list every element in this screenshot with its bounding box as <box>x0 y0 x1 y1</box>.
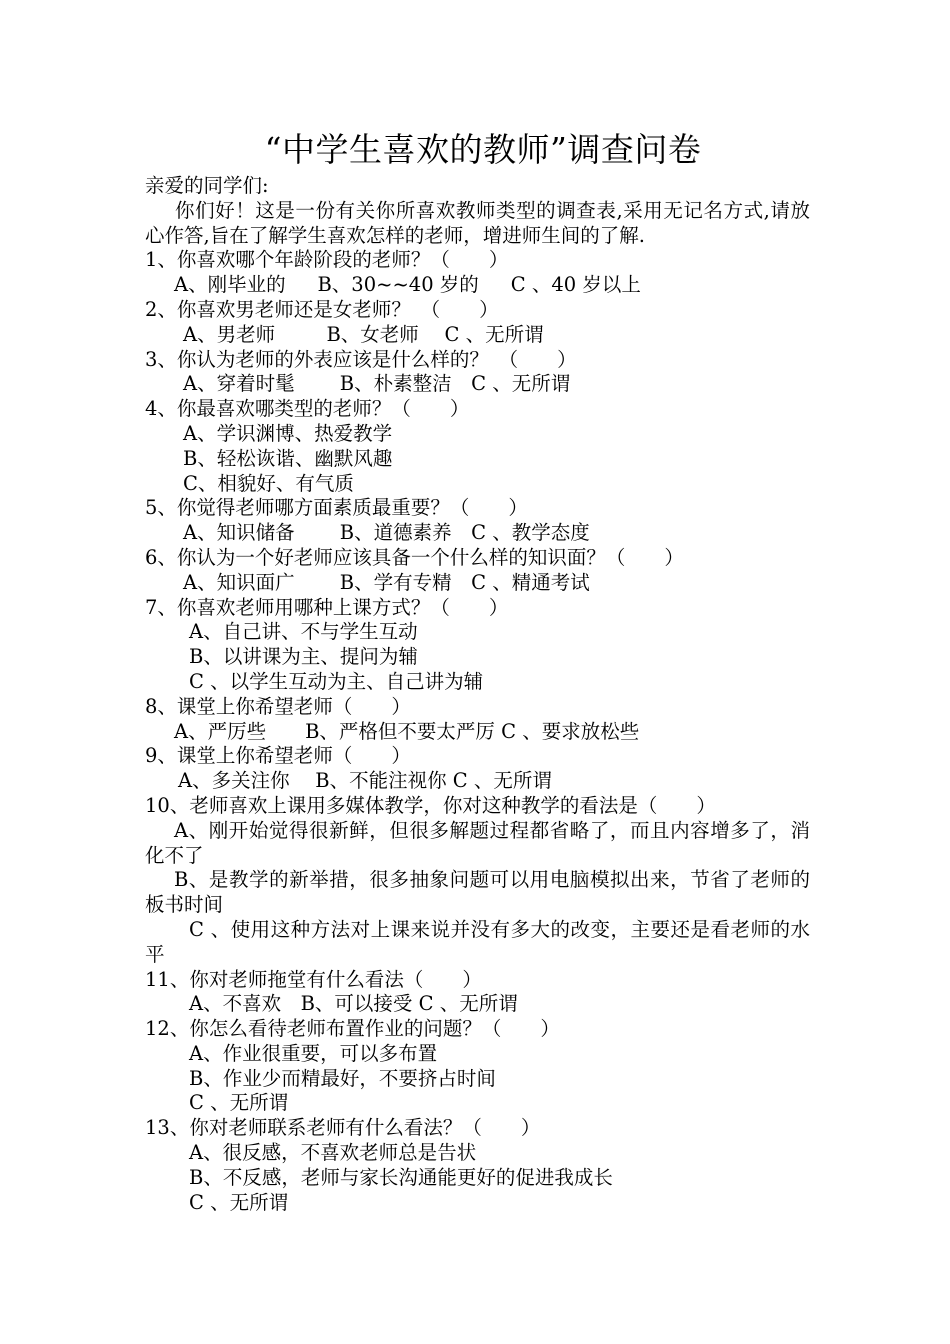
question-9-options: A、多关注你 B、不能注视你 C 、无所谓 <box>178 769 552 793</box>
question-5-options: A、知识储备 B、道德素养 C 、教学态度 <box>183 521 590 545</box>
question-2-options: A、男老师 B、女老师 C 、无所谓 <box>183 322 544 346</box>
greeting: 亲爱的同学们: <box>145 174 269 197</box>
question-13: 13、你对老师联系老师有什么看法？（ ） <box>145 1116 541 1140</box>
question-7-option-b: B、以讲课为主、提问为辅 <box>189 645 418 669</box>
question-4: 4、你最喜欢哪类型的老师？（ ） <box>145 397 470 421</box>
question-4-option-a: A、学识渊博、热爱教学 <box>183 421 393 445</box>
question-6: 6、你认为一个好老师应该具备一个什么样的知识面？（ ） <box>145 545 684 569</box>
question-3-options: A、穿着时髦 B、朴素整洁 C 、无所谓 <box>183 372 571 396</box>
document-title: “中学生喜欢的教师”调查问卷 <box>264 130 702 169</box>
question-12-option-b: B、作业少而精最好，不要挤占时间 <box>189 1066 496 1090</box>
question-6-options: A、知识面广 B、学有专精 C 、精通考试 <box>183 570 590 594</box>
question-10: 10、老师喜欢上课用多媒体教学，你对这种教学的看法是（ ） <box>145 793 716 817</box>
question-10-option-a: A、刚开始觉得很新鲜，但很多解题过程都省略了，而且内容增多了，消化不了 <box>145 818 810 867</box>
question-1-options: A、刚毕业的 B、30~~40 岁的 C 、40 岁以上 <box>174 273 641 297</box>
question-7-option-a: A、自己讲、不与学生互动 <box>189 620 418 644</box>
question-2: 2、你喜欢男老师还是女老师？ （ ） <box>145 297 499 321</box>
question-10-option-b: B、是教学的新举措，很多抽象问题可以用电脑模拟出来，节省了老师的板书时间 <box>145 868 810 917</box>
question-13-option-b: B、不反感，老师与家长沟通能更好的促进我成长 <box>189 1165 613 1189</box>
question-8-options: A、严厉些 B、严格但不要太严厉 C 、要求放松些 <box>174 719 640 743</box>
question-10-option-c: C 、使用这种方法对上课来说并没有多大的改变，主要还是看老师的水平 <box>145 917 810 966</box>
question-13-option-a: A、很反感，不喜欢老师总是告状 <box>189 1141 477 1165</box>
intro-paragraph: 你们好！这是一份有关你所喜欢教师类型的调查表,采用无记名方式,请放心作答,旨在了解学生喜欢怎样的老师，增进师生间的了解. <box>145 198 810 247</box>
question-4-option-c: C、相貌好、有气质 <box>183 471 354 495</box>
question-3: 3、你认为老师的外表应该是什么样的？ （ ） <box>145 347 577 371</box>
question-7: 7、你喜欢老师用哪种上课方式？（ ） <box>145 595 509 619</box>
question-12-option-a: A、作业很重要，可以多布置 <box>189 1041 438 1065</box>
question-12-option-c: C 、无所谓 <box>189 1091 289 1115</box>
question-1: 1、你喜欢哪个年龄阶段的老师？（ ） <box>145 248 509 272</box>
question-11-options: A、不喜欢 B、可以接受 C 、无所谓 <box>189 992 518 1016</box>
questionnaire-body <box>145 174 810 1215</box>
question-4-option-b: B、轻松诙谐、幽默风趣 <box>183 446 393 470</box>
question-13-option-c: C 、无所谓 <box>189 1190 289 1214</box>
question-8: 8、课堂上你希望老师（ ） <box>145 694 411 718</box>
question-12: 12、你怎么看待老师布置作业的问题？（ ） <box>145 1017 560 1041</box>
question-11: 11、你对老师拖堂有什么看法（ ） <box>145 967 482 991</box>
question-7-option-c: C 、以学生互动为主、自己讲为辅 <box>189 669 484 693</box>
question-9: 9、课堂上你希望老师（ ） <box>145 744 411 768</box>
question-5: 5、你觉得老师哪方面素质最重要？（ ） <box>145 496 528 520</box>
